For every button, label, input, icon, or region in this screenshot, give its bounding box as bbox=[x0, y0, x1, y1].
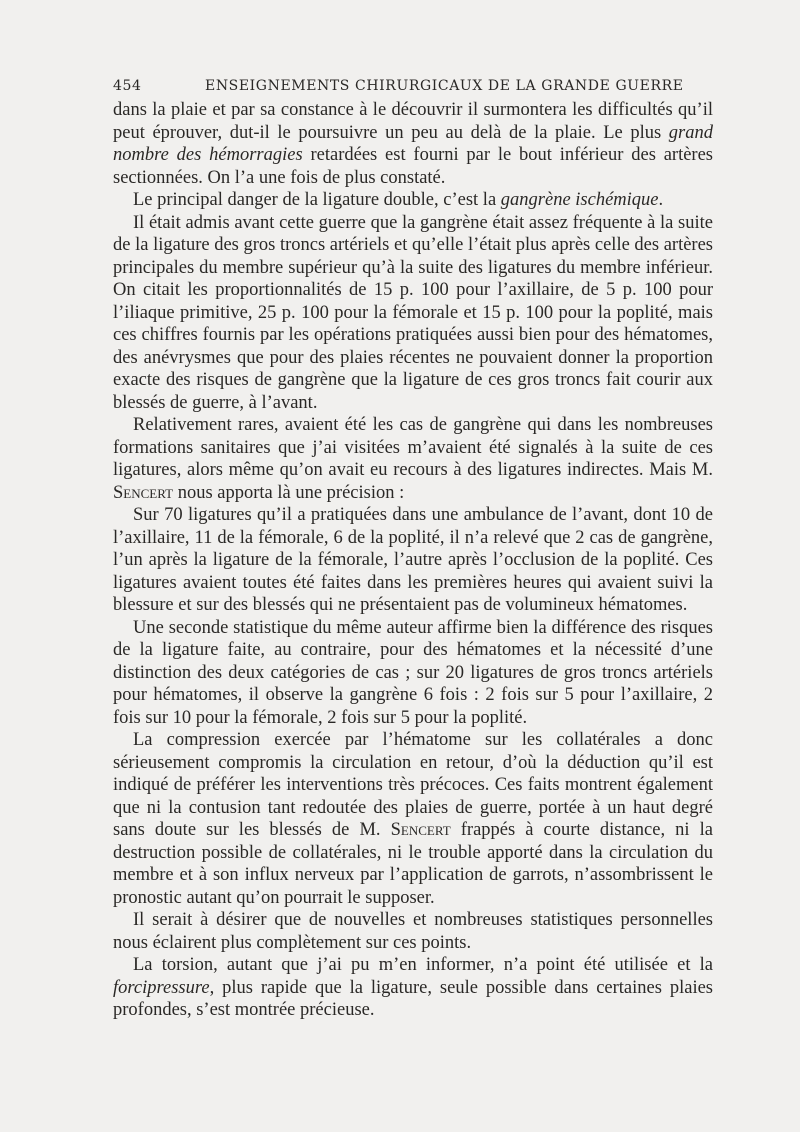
paragraph-9: La torsion, autant que j’ai pu m’en informer, n’a point été utilisée et la forcipressure, plus rapide que la ligature, seule possible dans certaines plaies profondes, s’est montrée précieuse. bbox=[113, 955, 713, 1020]
paragraph-1: dans la plaie et par sa constance à le découvrir il surmontera les difficultés qu’il peut éprouver, dut-il le poursuivre un peu au delà de la plaie. Le plus grand nombre des hémorragies retardées est fourni par le bout inférieur des artères sectionnées. On l’a une fois de plus constaté. bbox=[113, 100, 714, 188]
paragraph-5: Sur 70 ligatures qu’il a pratiquées dans une ambulance de l’avant, dont 10 de l’axillaire, 11 de la fémorale, 6 de la poplité, il n’a relevé que 2 cas de gangrène, l’un après la ligature de la fémorale, l’autre après l’occlusion de la poplité. Ces ligatures avaient toutes été faites dans les premières heures qui avaient suivi la blessure et sur des blessés qui ne présentaient pas de volumineux hématomes. bbox=[113, 505, 713, 615]
emphasis-forcipressure: forcipressure bbox=[113, 977, 210, 998]
author-name: Sencert bbox=[390, 820, 451, 840]
paragraph-8: Il serait à désirer que de nouvelles et nombreuses statistiques personnelles nous éclairent plus complètement sur ces points. bbox=[113, 910, 713, 953]
paragraph-6: Une seconde statistique du même auteur affirme bien la différence des risques de la ligature faite, au contraire, pour des hématomes et la nécessité d’une distinction des deux catégories de cas ; sur 20 ligatures de gros troncs artériels pour hématomes, il observe la gangrène 6 fois : 2 fois sur 5 pour l’axillaire, 2 fois sur 10 pour la fémorale, 2 fois sur 5 pour la poplité. bbox=[113, 617, 713, 728]
page-number: 454 bbox=[113, 78, 142, 94]
author-name: Sencert bbox=[113, 482, 174, 503]
paragraph-2: Le principal danger de la ligature double, c’est la gangrène ischémique. bbox=[133, 190, 664, 210]
paragraph-4: Relativement rares, avaient été les cas de gangrène qui dans les nombreuses formations sanitaires que j’ai visitées m’avaient été signalés à la suite de ces ligatures, alors même qu’on avait eu recours à des ligatures indirectes. Mais M. Sencert nous apporta là une précision : bbox=[113, 415, 713, 503]
body-text bbox=[113, 99, 713, 1022]
emphasis-grand-nombre: grand nombre des hémorragies bbox=[113, 122, 713, 165]
paragraph-3: Il était admis avant cette guerre que la gangrène était assez fréquente à la suite de la ligature des gros troncs artériels et qu’elle l’était plus après celle des artères principales du membre supérieur qu’à la suite des ligatures du membre inférieur. On citait les proportionnalités de 15 p. 100 pour l’axillaire, de 5 p. 100 pour l’iliaque primitive, 25 p. 100 pour la fémorale et 15 p. 100 pour la poplité, mais ces chiffres fournis par les opérations pratiquées aussi bien pour des hématomes, des anévrysmes que pour des plaies récentes ne pouvaient donner la proportion exacte des risques de gangrène que la ligature de ces gros troncs fait courir aux blessés de guerre, à l’avant. bbox=[113, 212, 713, 413]
page-header bbox=[113, 78, 713, 98]
paragraph-7: La compression exercée par l’hématome sur les collatérales a donc sérieusement compromis la circulation en retour, d’où la déduction qu’il est indiqué de préférer les interventions très précoces. Ces faits montrent également que ni la contusion tant redoutée des plaies de guerre, portée à un haut degré sans doute sur les blessés de M. Sencert frappés à courte distance, ni la destruction possible de collatérales, ni le trouble apporté dans la circulation du membre et à son influx nerveux par l’application de garrots, n’assombrissent le pronostic autant qu’on pourrait le supposer. bbox=[113, 730, 713, 908]
running-title: ENSEIGNEMENTS CHIRURGICAUX DE LA GRANDE GUERRE bbox=[205, 78, 684, 94]
emphasis-gangrene: gangrène ischémique bbox=[500, 190, 659, 210]
